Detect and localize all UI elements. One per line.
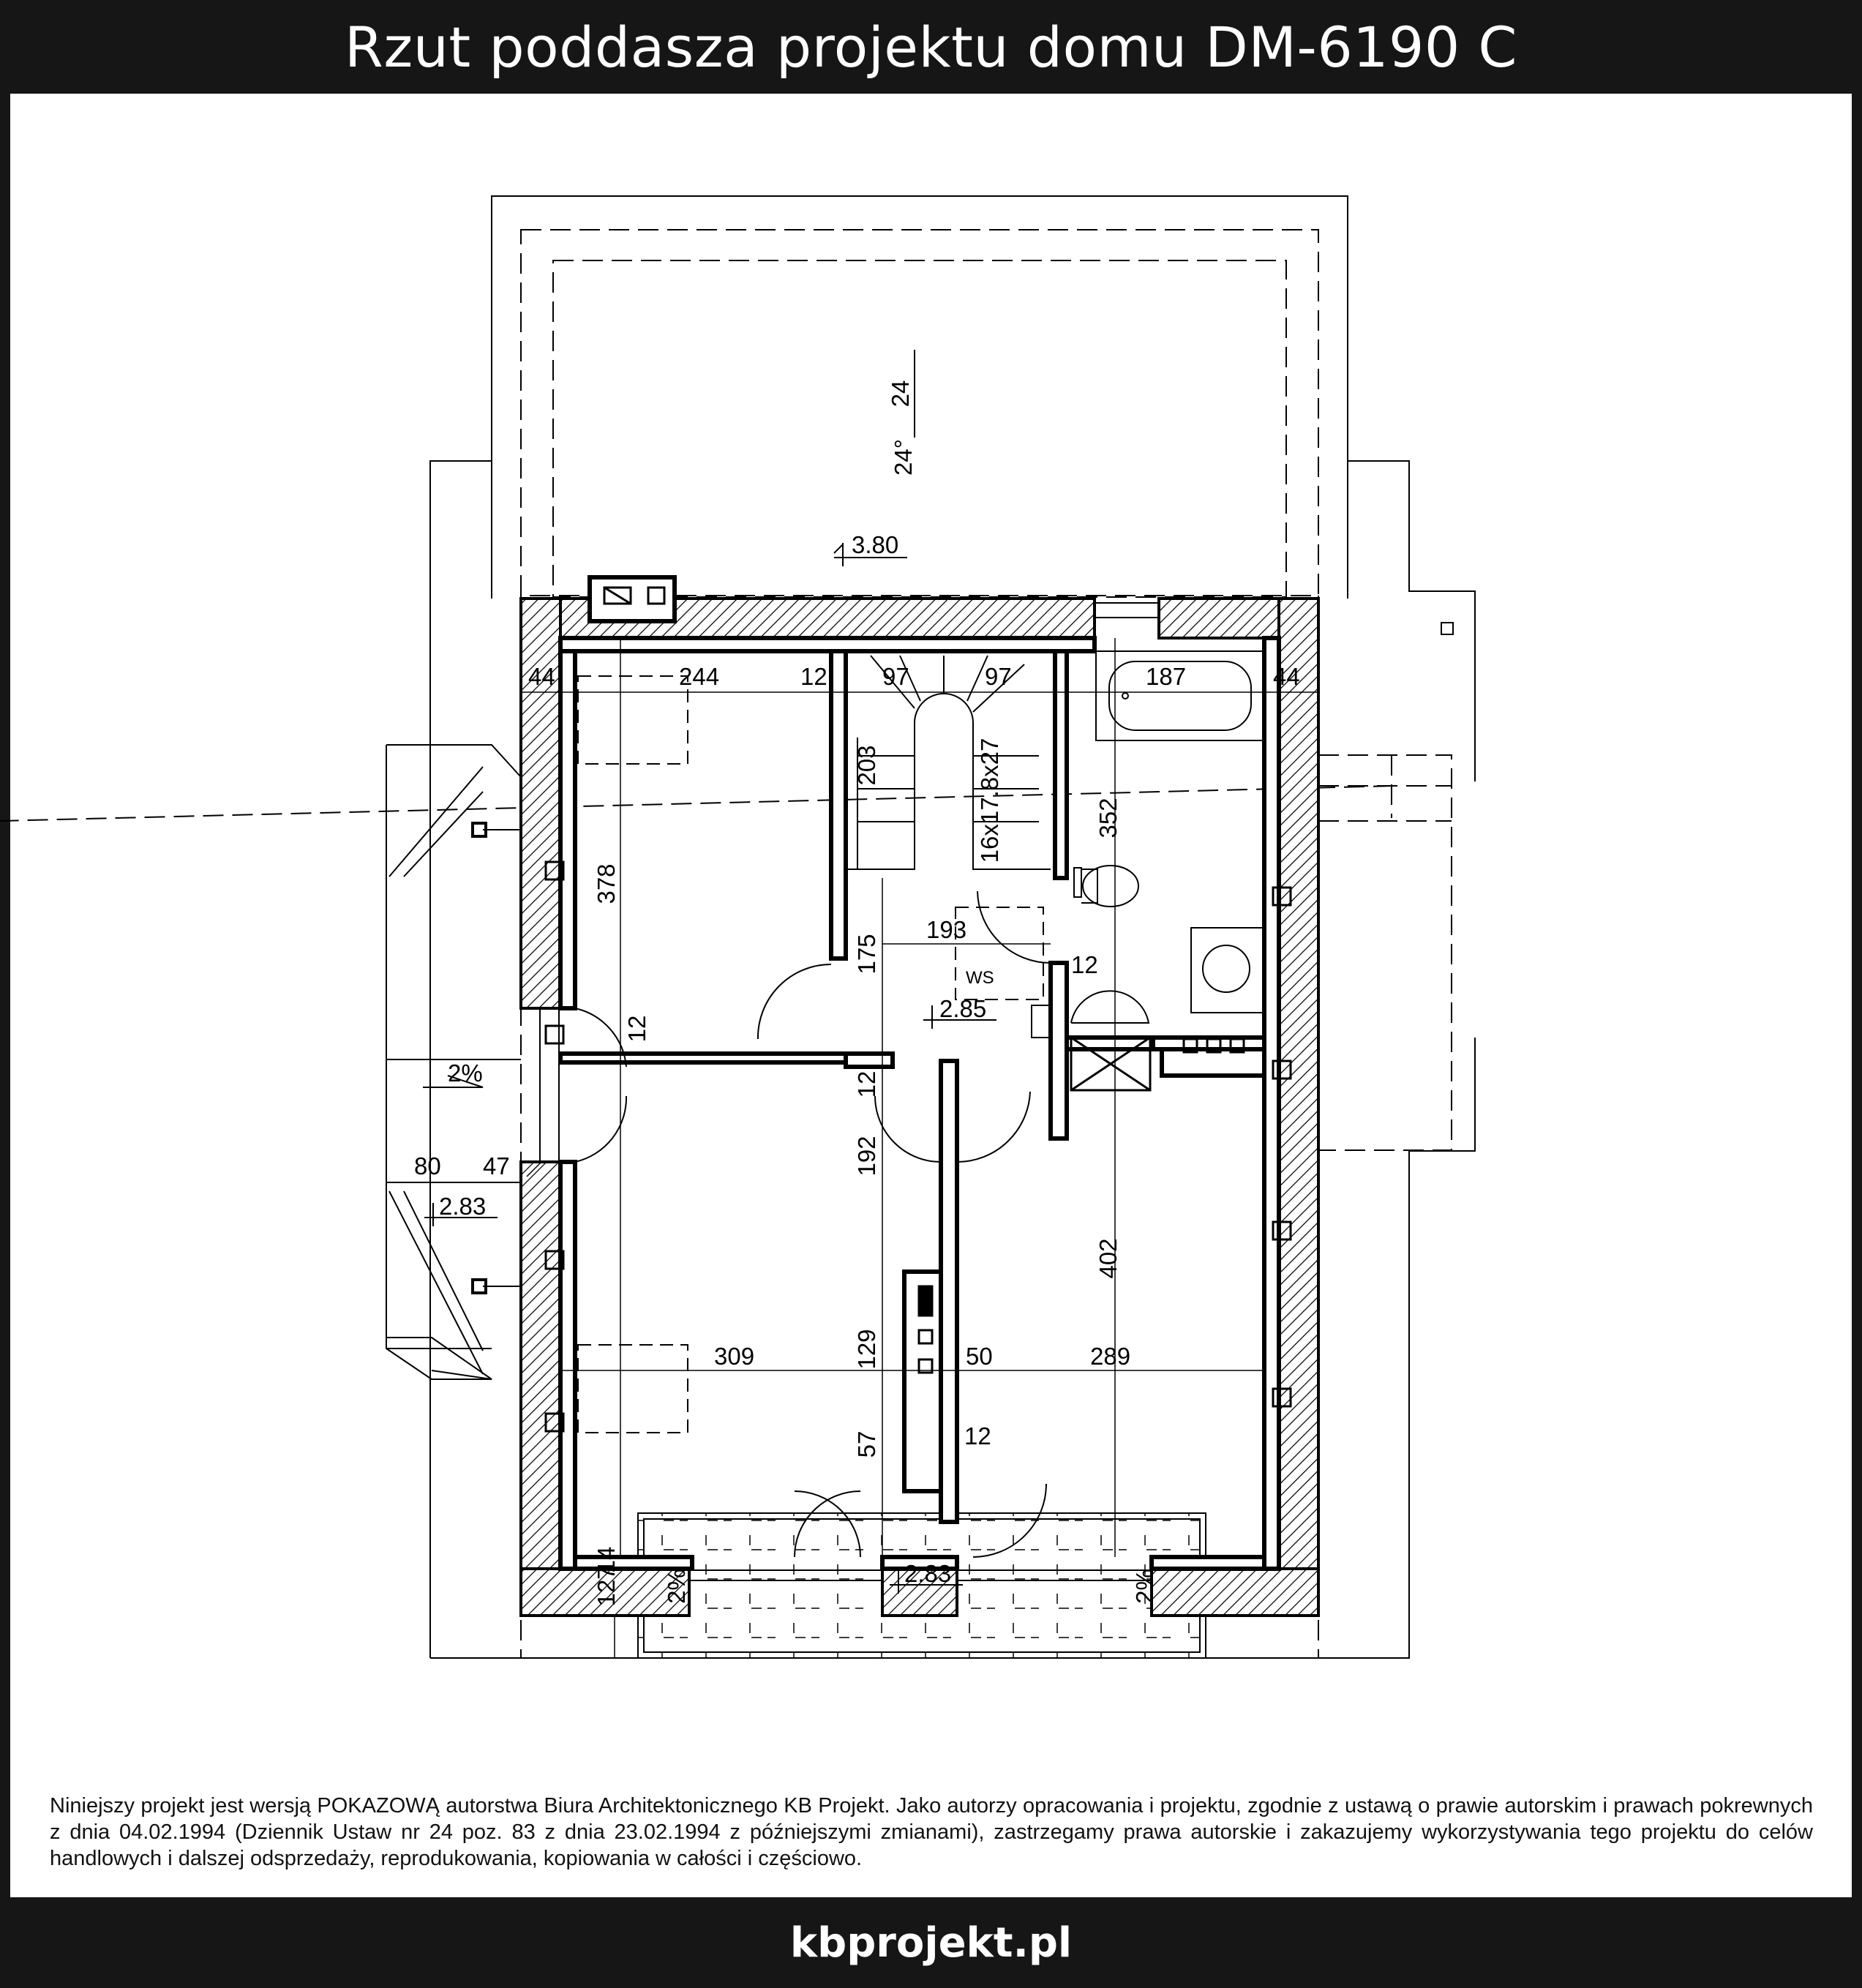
ventilation-ducts — [546, 588, 1291, 1431]
dim-12-door: 12 — [623, 1015, 650, 1043]
dim-127: 127 — [593, 1566, 620, 1607]
dim-203: 203 — [853, 745, 880, 786]
dim-192: 192 — [853, 1136, 880, 1177]
slope-balcony-right: 2% — [1131, 1569, 1158, 1604]
doors — [575, 891, 1051, 1557]
dim-193: 193 — [926, 916, 967, 943]
dim-244: 244 — [679, 663, 720, 690]
dim-12-ws: 12 — [1071, 951, 1098, 978]
floor-plan — [0, 94, 1862, 1777]
dim-stairs-size: 16x17.8x27 — [976, 738, 1003, 863]
dim-175: 175 — [853, 934, 880, 975]
dim-47: 47 — [483, 1152, 510, 1179]
footer-bar — [0, 1897, 1862, 1988]
level-283-left: 2.83 — [439, 1193, 487, 1220]
dim-24: 24 — [887, 380, 914, 408]
level-285: 2.85 — [939, 995, 987, 1022]
dim-44-right: 44 — [1273, 663, 1300, 690]
dim-402: 402 — [1095, 1238, 1122, 1279]
slope-left: 2% — [448, 1059, 483, 1087]
dim-378: 378 — [593, 863, 620, 904]
page-title: Rzut poddasza projektu domu DM-6190 C — [345, 14, 1517, 80]
dim-352: 352 — [1095, 798, 1122, 839]
dim-187: 187 — [1146, 663, 1187, 690]
walls — [560, 577, 1279, 1569]
website-link[interactable]: kbprojekt.pl — [789, 1918, 1073, 1967]
dim-12-hall: 12 — [853, 1070, 880, 1098]
copyright-notice: Niniejszy projekt jest wersją POKAZOWĄ autorstwa Biura Architektonicznego KB Projekt. Jako autorzy opracowania i projektu, zgodnie z ustawą o prawie autorskim i prawach pokrewnych z dnia 04.02.1994 (Dziennik Ustaw nr 24 poz. 83 z dnia 23.02.1994 z późniejszymi zmianami), zastrzegamy prawa autorskie i zakazujemy wykorzystywania tego projektu do celów handlowych i dalszej odsprzedaży, reprodukowania, kopiowania w całości i częściowo. — [50, 1794, 1813, 1870]
dim-57: 57 — [853, 1430, 880, 1458]
dim-14: 14 — [593, 1546, 620, 1574]
dim-50: 50 — [966, 1343, 993, 1370]
dim-129: 129 — [853, 1329, 880, 1370]
slope-roof: 24° — [890, 439, 917, 476]
level-283-balcony: 2.83 — [904, 1560, 952, 1587]
room-label-ws: WS — [966, 968, 994, 988]
right-pergola — [0, 755, 1452, 1150]
dim-12-top: 12 — [800, 663, 827, 690]
dim-12-bottom: 12 — [964, 1422, 991, 1449]
dim-97-a: 97 — [882, 663, 909, 690]
level-380: 3.80 — [852, 531, 899, 558]
dim-97-b: 97 — [985, 663, 1012, 690]
slope-balcony-left: 2% — [663, 1569, 690, 1604]
title-bar — [0, 0, 1862, 94]
dim-80: 80 — [414, 1152, 441, 1179]
dim-289: 289 — [1090, 1343, 1131, 1370]
dim-309: 309 — [714, 1343, 755, 1370]
dim-44-left: 44 — [528, 663, 555, 690]
